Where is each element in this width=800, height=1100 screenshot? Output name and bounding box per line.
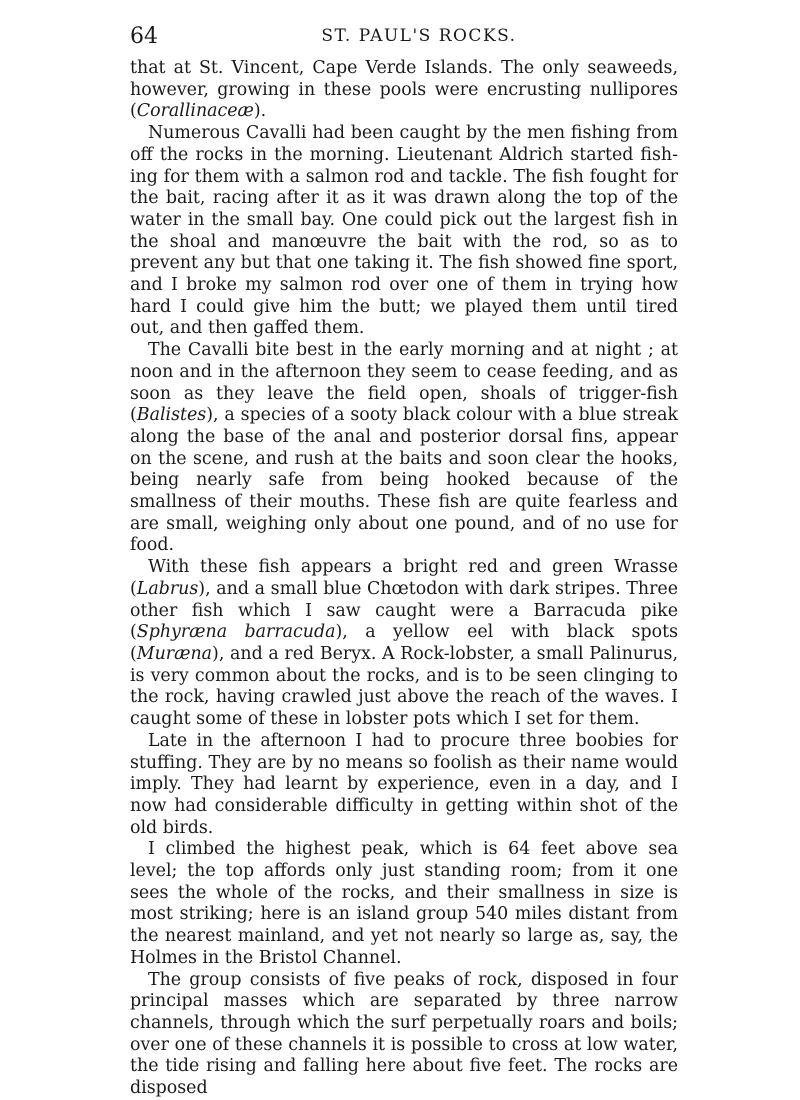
text-run: ).	[253, 101, 267, 122]
text-run: Late in the afternoon I had to procure three boobies for stuffing. They are by no means so foolish as their name would imply. They had learnt by experience, even in a day, and I now had considerable difficulty in getting within shot of the old birds.	[130, 730, 678, 838]
italic-term: Sphyræna barracuda	[136, 622, 336, 643]
text-run: The group consists of five peaks of rock, disposed in four principal masses which are separated by three narrow channels, through which the surf perpetually roars and boils; over one of these channels it is possible to cross at low water, the tide rising and falling here about five feet. The rocks are disposed	[130, 969, 678, 1099]
page-number: 64	[130, 24, 158, 49]
text-run: With these fish appears a bright red and green Wrasse (	[130, 557, 678, 599]
paragraph	[130, 557, 678, 731]
italic-term: Muræna	[136, 643, 213, 664]
italic-term: Balistes	[136, 405, 207, 426]
paragraph	[130, 731, 678, 840]
text-run: ), a yellow eel with black spots (	[130, 622, 678, 664]
paragraph	[130, 970, 678, 1100]
paragraph	[130, 839, 678, 969]
paragraph	[130, 123, 678, 340]
text-run: I climbed the highest peak, which is 64 feet above sea level; the top affords only just standing room; from it one sees the whole of the rocks, and their smallness in size is most striking; here is an island group 540 miles distant from the nearest mainland, and yet not nearly so large as, say, the Holmes in the Bristol Channel.	[130, 839, 678, 968]
running-head	[130, 18, 678, 58]
text-run: ), a species of a sooty black colour with a blue streak along the base of the anal and posterior dorsal fins, appear on the scene, and rush at the baits and soon clear the hooks, being nearly safe from being hooked because of the smallness of their mouths. These fish are quite fearless and are small, weighing only about one pound, and of no use for food.	[130, 405, 678, 556]
italic-term: Corallinaceæ	[136, 101, 254, 122]
text-run: Numerous Cavalli had been caught by the men fishing from off the rocks in the morning. Lieutenant Aldrich started fish-ing for them with a salmon rod and tackle. The fish fought for the bait, racing after it as it was drawn along the top of the water in the small bay. One could pick out the largest fish in the shoal and manœuvre the bait with the rod, so as to prevent any but that one taking it. The fish showed fine sport, and I broke my salmon rod over one of them in trying how hard I could give him the butt; we played them until tired out, and then gaffed them.	[130, 123, 678, 339]
text-run: that at St. Vincent, Cape Verde Islands. The only seaweeds, however, growing in these pools were encrusting nullipores (	[130, 58, 678, 122]
paragraph	[130, 340, 678, 557]
text-run: The Cavalli bite best in the early morning and at night ; at noon and in the afternoon they seem to cease feeding, and as soon as they leave the field open, shoals of trigger-fish (	[130, 340, 678, 426]
body-text	[130, 58, 678, 1100]
italic-term: Labrus	[136, 578, 199, 599]
running-title: ST. PAUL'S ROCKS.	[321, 26, 517, 46]
paragraph	[130, 58, 678, 123]
text-run: ), and a red Beryx. A Rock-lobster, a small Palinurus, is very common about the rocks, and is to be seen clinging to the rock, having crawled just above the reach of the waves. I caught some of these in lobster pots which I set for them.	[130, 643, 678, 730]
text-run: ), and a small blue Chœtodon with dark stripes. Three other fish which I saw caught were a Barracuda pike (	[130, 578, 678, 643]
